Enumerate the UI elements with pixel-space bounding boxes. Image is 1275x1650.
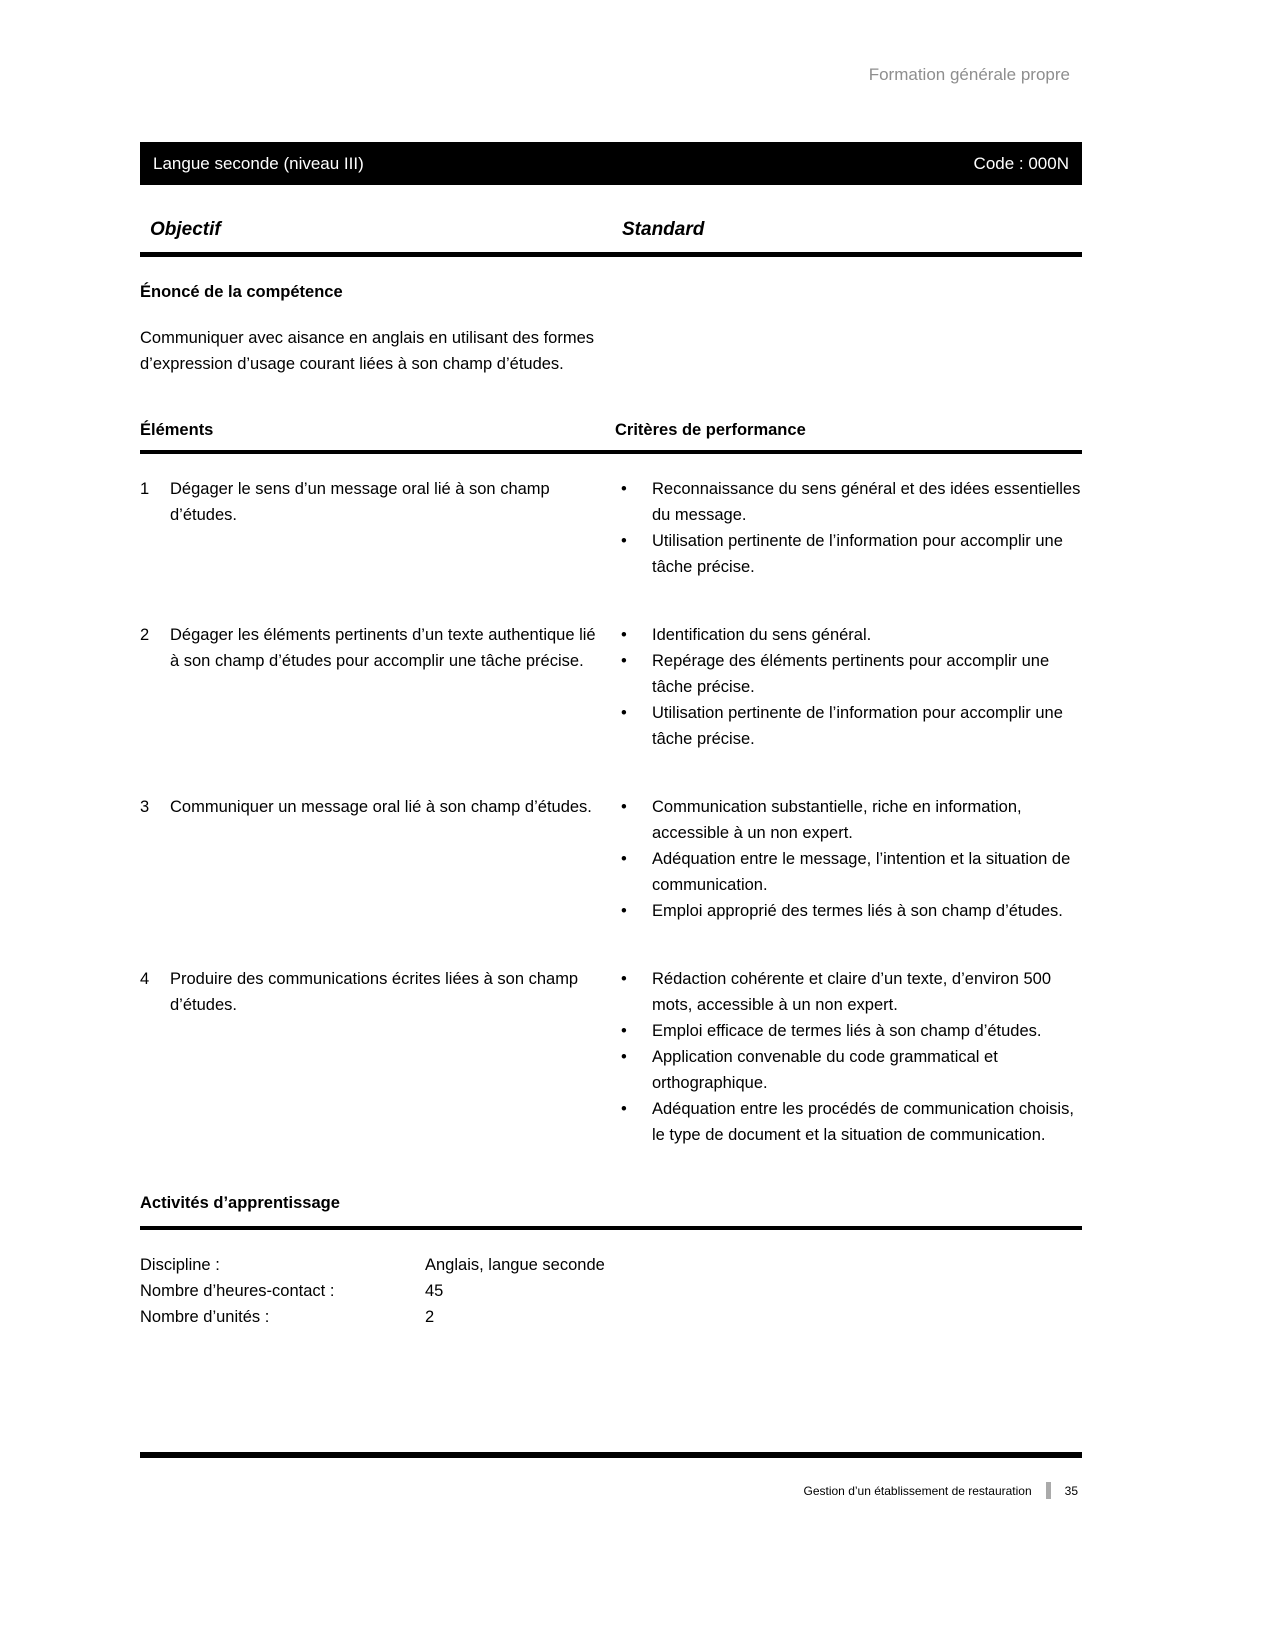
footer-rule bbox=[140, 1452, 1082, 1458]
criteria-item bbox=[615, 1018, 1082, 1044]
bullet-icon: • bbox=[621, 626, 627, 644]
objectif-standard-headings bbox=[140, 217, 1082, 257]
elements-rows bbox=[140, 476, 1082, 1148]
criteres-heading: Critères de performance bbox=[615, 421, 806, 439]
banner-title: Langue seconde (niveau III) bbox=[153, 153, 364, 173]
running-header: Formation générale propre bbox=[868, 65, 1070, 84]
activities-label: Discipline : bbox=[140, 1256, 220, 1274]
elements-heading: Éléments bbox=[140, 421, 214, 439]
criteria-item bbox=[615, 622, 1082, 648]
element-number: 2 bbox=[140, 626, 150, 644]
objectif-heading: Objectif bbox=[150, 219, 221, 240]
criteria-item bbox=[615, 794, 1082, 846]
bullet-icon: • bbox=[621, 798, 627, 816]
criteria-item bbox=[615, 700, 1082, 752]
standard-heading: Standard bbox=[622, 219, 705, 240]
bullet-icon: • bbox=[621, 970, 627, 988]
element-statement bbox=[140, 966, 600, 1148]
bullet-icon: • bbox=[621, 704, 627, 722]
criteria-text: Adéquation entre le message, l’intention et la situation de communication. bbox=[652, 850, 1071, 894]
bullet-icon: • bbox=[621, 480, 627, 498]
element-number: 4 bbox=[140, 970, 150, 988]
element-row-1 bbox=[140, 476, 1082, 580]
element-statement bbox=[140, 476, 600, 580]
content-area bbox=[140, 0, 1082, 1330]
activities-value: Anglais, langue seconde bbox=[425, 1256, 605, 1274]
criteria-text: Utilisation pertinente de l’information pour accomplir une tâche précise. bbox=[652, 704, 1063, 748]
criteria-list bbox=[615, 622, 1082, 752]
criteria-list bbox=[615, 794, 1082, 924]
criteria-item bbox=[615, 476, 1082, 528]
element-statement bbox=[140, 794, 600, 924]
criteria-item bbox=[615, 846, 1082, 898]
criteria-text: Repérage des éléments pertinents pour accomplir une tâche précise. bbox=[652, 652, 1050, 696]
element-text: Communiquer un message oral lié à son champ d’études. bbox=[170, 798, 592, 816]
footer-separator bbox=[1046, 1482, 1051, 1499]
criteria-item bbox=[615, 966, 1082, 1018]
activities-value: 45 bbox=[425, 1282, 444, 1300]
criteria-text: Reconnaissance du sens général et des idées essentielles du message. bbox=[652, 480, 1081, 524]
activities-row-discipline bbox=[140, 1252, 1082, 1278]
criteria-item bbox=[615, 898, 1082, 924]
element-row-3 bbox=[140, 794, 1082, 924]
criteria-text: Communication substantielle, riche en information, accessible à un non expert. bbox=[652, 798, 1022, 842]
footer-document-title: Gestion d’un établissement de restauration bbox=[803, 1483, 1032, 1498]
bullet-icon: • bbox=[621, 652, 627, 670]
bullet-icon: • bbox=[621, 850, 627, 868]
criteria-item bbox=[615, 648, 1082, 700]
criteria-text: Identification du sens général. bbox=[652, 626, 872, 644]
criteria-text: Emploi efficace de termes liés à son champ d’études. bbox=[652, 1022, 1042, 1040]
element-text: Dégager les éléments pertinents d’un texte authentique lié à son champ d’études pour accomplir une tâche précise. bbox=[170, 626, 596, 670]
elements-criteria-headings bbox=[140, 417, 1082, 454]
footer-text-line bbox=[140, 1482, 1082, 1499]
bullet-icon: • bbox=[621, 902, 627, 920]
activities-value: 2 bbox=[425, 1308, 435, 1326]
criteria-item bbox=[615, 528, 1082, 580]
activities-heading: Activités d’apprentissage bbox=[140, 1190, 1082, 1230]
criteria-list bbox=[615, 966, 1082, 1148]
enonce-body: Communiquer avec aisance en anglais en utilisant des formes d’expression d’usage courant liées à son champ d’études. bbox=[140, 329, 594, 373]
bullet-icon: • bbox=[621, 1100, 627, 1118]
criteria-text: Adéquation entre les procédés de communication choisis, le type de document et la situation de communication. bbox=[652, 1100, 1074, 1144]
criteria-item bbox=[615, 1096, 1082, 1148]
element-number: 3 bbox=[140, 798, 150, 816]
criteria-text: Emploi approprié des termes liés à son champ d’études. bbox=[652, 902, 1063, 920]
activities-label: Nombre d’unités : bbox=[140, 1308, 270, 1326]
bullet-icon: • bbox=[621, 1022, 627, 1040]
activities-row-heures bbox=[140, 1278, 1082, 1304]
activities-table bbox=[140, 1252, 1082, 1330]
page-footer bbox=[140, 1452, 1082, 1499]
activities-row-unites bbox=[140, 1304, 1082, 1330]
element-statement bbox=[140, 622, 600, 752]
element-row-2 bbox=[140, 622, 1082, 752]
criteria-text: Rédaction cohérente et claire d’un texte, d’environ 500 mots, accessible à un non expert. bbox=[652, 970, 1052, 1014]
course-banner bbox=[140, 142, 1082, 185]
element-text: Produire des communications écrites liées à son champ d’études. bbox=[170, 970, 579, 1014]
criteria-item bbox=[615, 1044, 1082, 1096]
criteria-list bbox=[615, 476, 1082, 580]
footer-page-number: 35 bbox=[1064, 1483, 1078, 1498]
criteria-text: Application convenable du code grammatical et orthographique. bbox=[652, 1048, 998, 1092]
element-row-4 bbox=[140, 966, 1082, 1148]
bullet-icon: • bbox=[621, 532, 627, 550]
enonce-heading: Énoncé de la compétence bbox=[140, 283, 343, 301]
element-number: 1 bbox=[140, 480, 150, 498]
criteria-text: Utilisation pertinente de l’information pour accomplir une tâche précise. bbox=[652, 532, 1063, 576]
bullet-icon: • bbox=[621, 1048, 627, 1066]
activities-label: Nombre d’heures-contact : bbox=[140, 1282, 335, 1300]
element-text: Dégager le sens d’un message oral lié à son champ d’études. bbox=[170, 480, 550, 524]
banner-code: Code : 000N bbox=[973, 153, 1069, 173]
